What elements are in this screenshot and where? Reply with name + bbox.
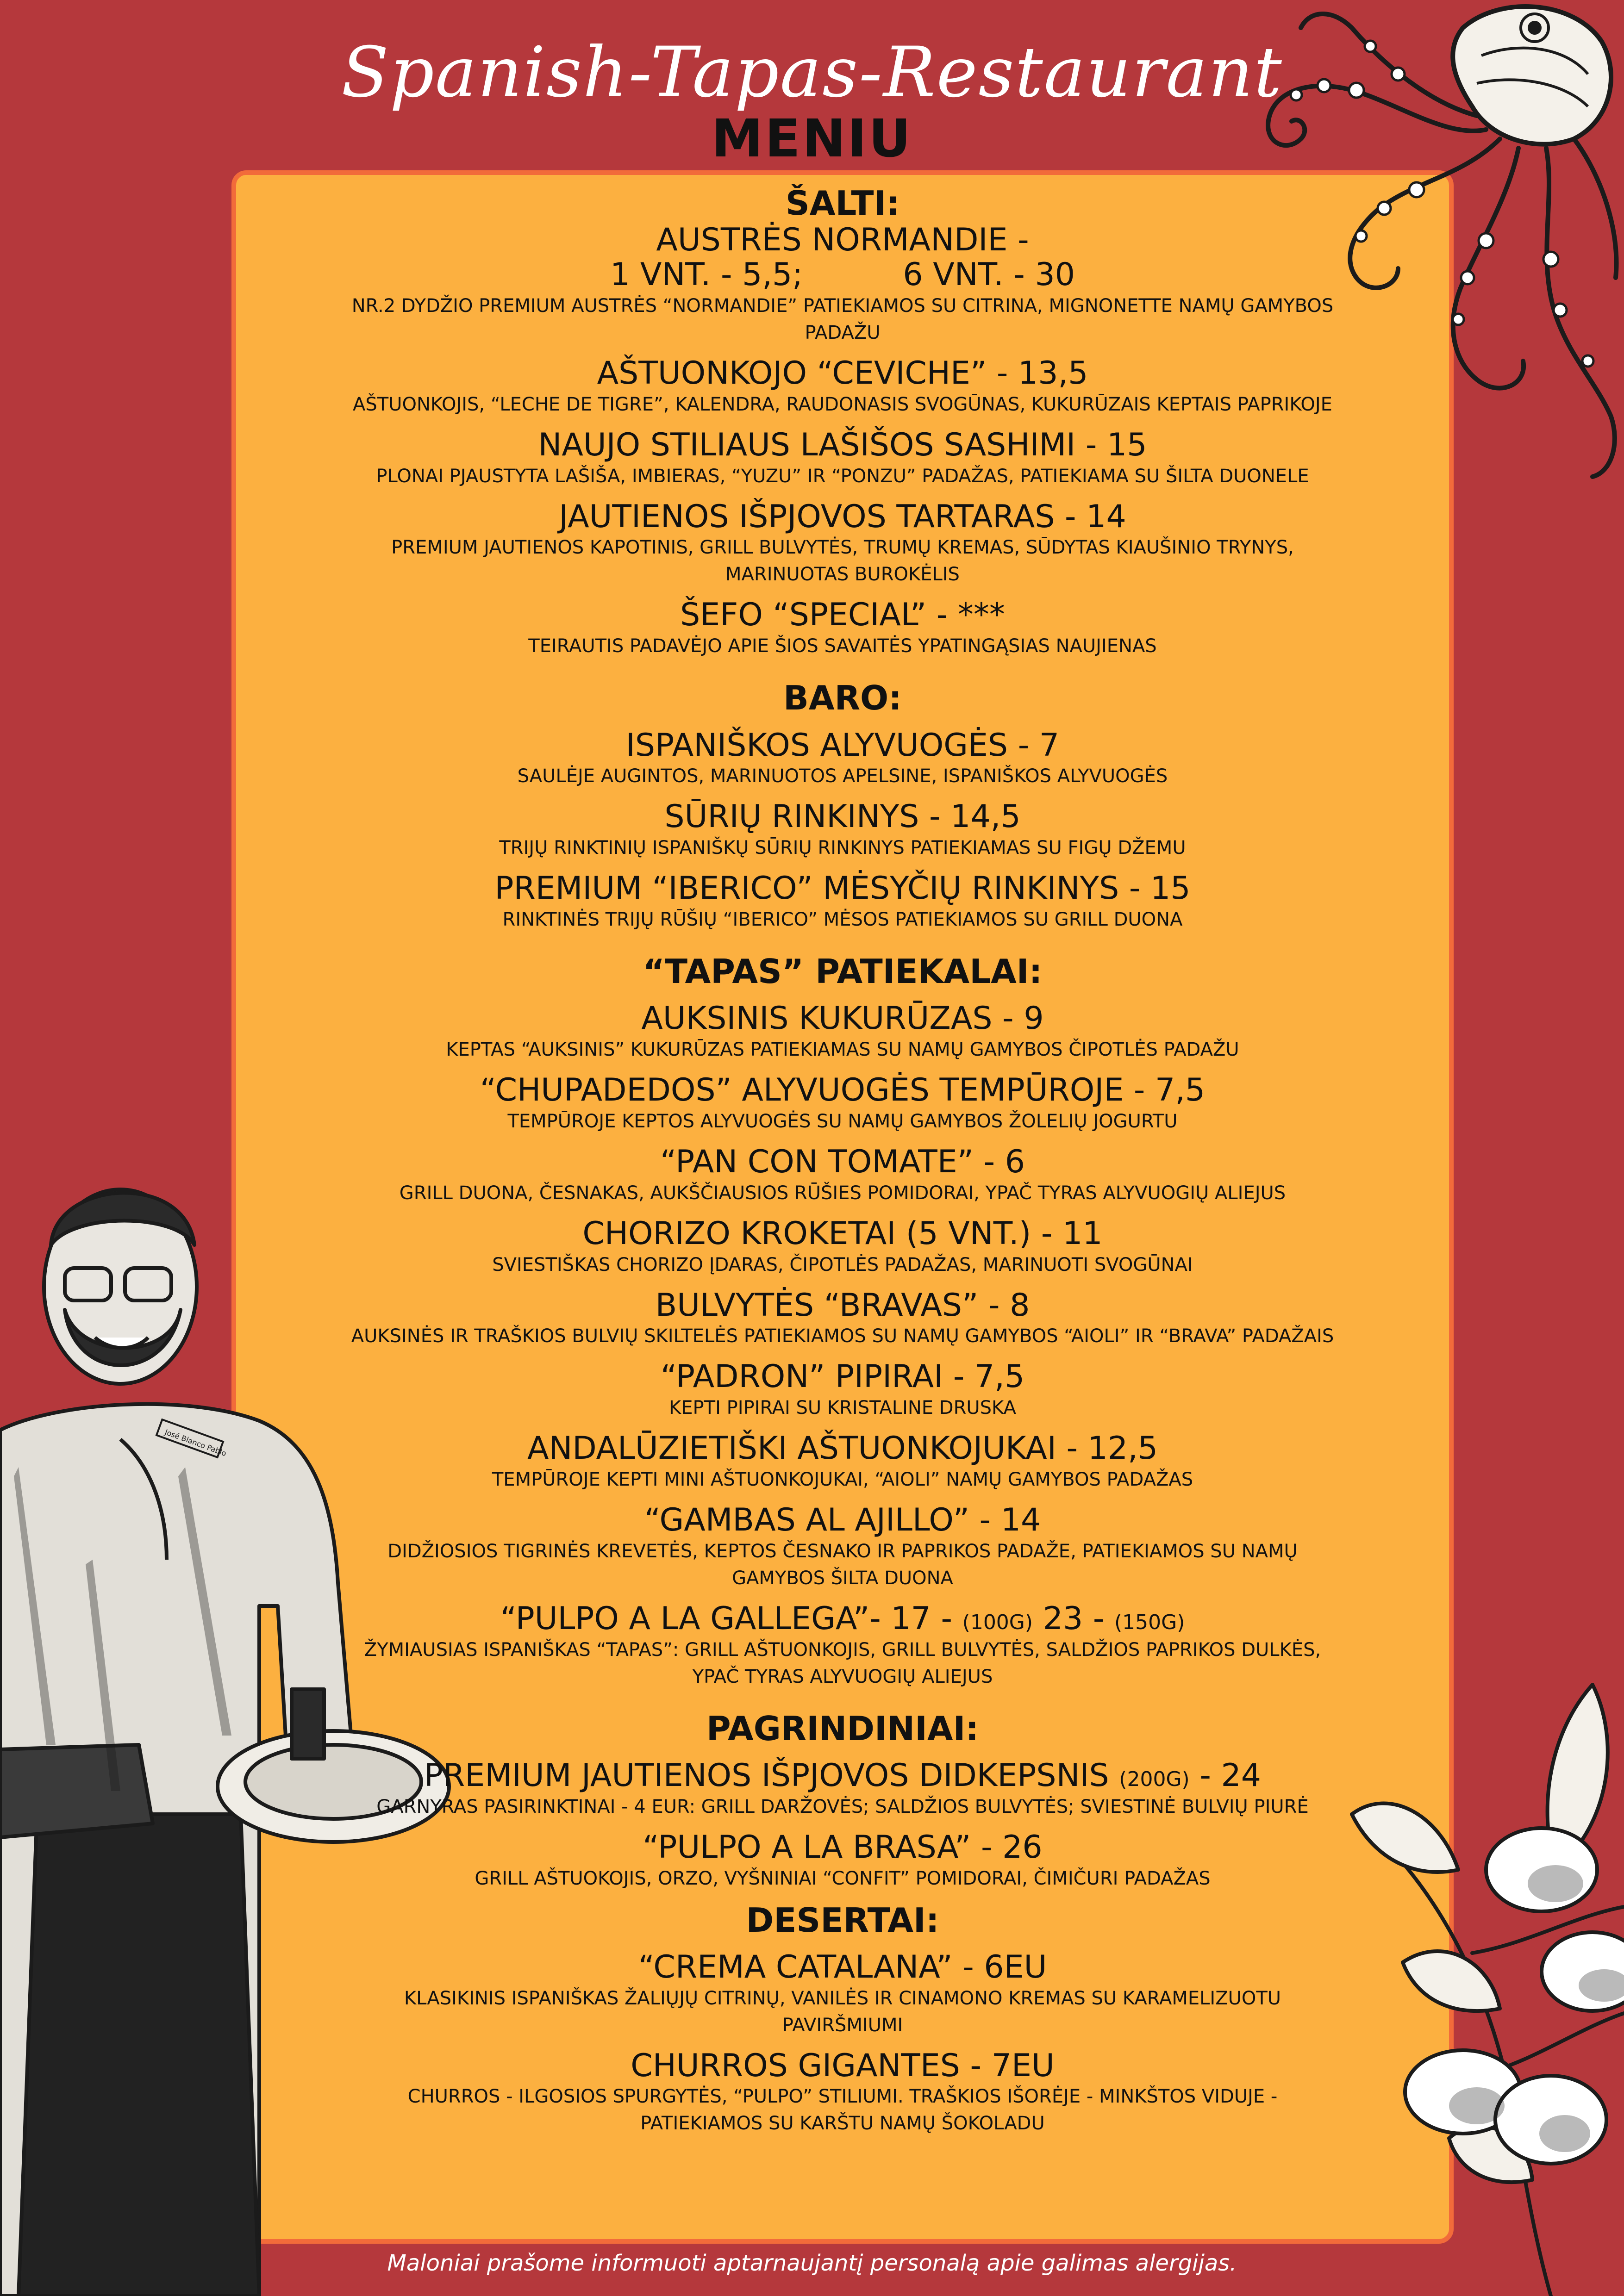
menu-item bbox=[259, 1360, 1426, 1421]
menu-item bbox=[259, 1217, 1426, 1278]
item-description: CHURROS - ILGOSIOS SPURGYTĖS, “PULPO” STILIUMI. TRAŠKIOS IŠORĖJE - MINKŠTOS VIDUJE - PATIEKIAMOS SU KARŠTU NAMŲ ŠOKOLADU bbox=[407, 2086, 1278, 2134]
item-description: AŠTUONKOJIS, “LECHE DE TIGRE”, KALENDRA, RAUDONASIS SVOGŪNAS, KUKURŪZAIS KEPTAIS PAPRIKOJE bbox=[353, 393, 1332, 415]
item-description: GARNYRAS PASIRINKTINAI - 4 EUR: GRILL DARŽOVĖS; SALDŽIOS BULVYTĖS; SVIESTINĖ BULVIŲ PIURĖ bbox=[376, 1796, 1309, 1817]
section-desertai bbox=[259, 1900, 1426, 2137]
item-name: ISPANIŠKOS ALYVUOGĖS - 7 bbox=[625, 727, 1060, 764]
item-name: CHURROS GIGANTES - 7EU bbox=[631, 2047, 1055, 2084]
item-name: AUSTRĖS NORMANDIE - bbox=[656, 222, 1029, 259]
section-title: ŠALTI: bbox=[785, 184, 900, 223]
item-unit: (200G) bbox=[1119, 1767, 1190, 1791]
page-title: MENIU bbox=[711, 109, 913, 169]
menu-item bbox=[259, 800, 1426, 861]
section-title: PAGRINDINIAI: bbox=[706, 1709, 979, 1748]
item-name: “PULPO A LA BRASA” - 26 bbox=[643, 1829, 1043, 1866]
item-name-part: - 24 bbox=[1189, 1757, 1262, 1794]
item-name: ANDALŪZIETIŠKI AŠTUONKOJUKAI - 12,5 bbox=[527, 1430, 1158, 1467]
item-description: NR.2 DYDŽIO PREMIUM AUSTRĖS “NORMANDIE” PATIEKIAMOS SU CITRINA, MIGNONETTE NAMŲ GAMYBOS PADAŽU bbox=[351, 295, 1334, 343]
restaurant-name: Spanish-Tapas-Restaurant bbox=[341, 32, 1283, 113]
section-title: “TAPAS” PATIEKALAI: bbox=[643, 952, 1043, 991]
menu-item bbox=[259, 728, 1426, 790]
menu-item bbox=[259, 1002, 1426, 1063]
menu-item bbox=[259, 500, 1426, 588]
menu-item bbox=[259, 2049, 1426, 2137]
menu-item bbox=[259, 223, 1426, 346]
item-name: NAUJO STILIAUS LAŠIŠOS SASHIMI - 15 bbox=[538, 426, 1147, 463]
item-name: ŠEFO “SPECIAL” - *** bbox=[680, 597, 1005, 634]
menu-item bbox=[259, 1431, 1426, 1493]
allergy-note: Maloniai prašome informuoti aptarnaujantį personalą apie galimas alergijas. bbox=[387, 2250, 1237, 2276]
menu-item bbox=[259, 1073, 1426, 1135]
item-name: “PADRON” PIPIRAI - 7,5 bbox=[660, 1358, 1025, 1395]
menu-item bbox=[259, 1602, 1426, 1690]
item-prices: 1 VNT. - 5,5; 6 VNT. - 30 bbox=[610, 256, 1075, 293]
section-tapas bbox=[259, 952, 1426, 1690]
section-pagrindiniai bbox=[259, 1709, 1426, 1892]
menu-item bbox=[259, 1950, 1426, 2039]
item-description: GRILL AŠTUOKOJIS, ORZO, VYŠNINIAI “CONFIT” POMIDORAI, ČIMIČURI PADAŽAS bbox=[475, 1867, 1211, 1889]
item-description: RINKTINĖS TRIJŲ RŪŠIŲ “IBERICO” MĖSOS PATIEKIAMOS SU GRILL DUONA bbox=[502, 908, 1183, 930]
item-name: “CHUPADEDOS” ALYVUOGĖS TEMPŪROJE - 7,5 bbox=[480, 1072, 1206, 1109]
item-description: TEMPŪROJE KEPTOS ALYVUOGĖS SU NAMŲ GAMYBOS ŽOLELIŲ JOGURTU bbox=[507, 1110, 1178, 1132]
item-name-part: 23 - bbox=[1033, 1600, 1114, 1637]
item-name: AUKSINIS KUKURŪZAS - 9 bbox=[641, 1000, 1044, 1037]
menu-item bbox=[259, 1759, 1426, 1820]
item-description: TEMPŪROJE KEPTI MINI AŠTUONKOJUKAI, “AIOLI” NAMŲ GAMYBOS PADAŽAS bbox=[492, 1468, 1193, 1490]
item-name: “GAMBAS AL AJILLO” - 14 bbox=[644, 1501, 1041, 1538]
item-name: AŠTUONKOJO “CEVICHE” - 13,5 bbox=[597, 355, 1088, 392]
item-description: KEPTAS “AUKSINIS” KUKURŪZAS PATIEKIAMAS SU NAMŲ GAMYBOS ČIPOTLĖS PADAŽU bbox=[446, 1039, 1239, 1061]
menu-item bbox=[259, 1503, 1426, 1592]
item-description: AUKSINĖS IR TRAŠKIOS BULVIŲ SKILTELĖS PATIEKIAMOS SU NAMŲ GAMYBOS “AIOLI” IR “BRAVA” PADAŽAIS bbox=[351, 1325, 1334, 1347]
section-salti bbox=[259, 183, 1426, 660]
item-name: “CREMA CATALANA” - 6EU bbox=[638, 1948, 1047, 1985]
item-name: CHORIZO KROKETAI (5 VNT.) - 11 bbox=[582, 1215, 1103, 1252]
chef-name-badge: José Blanco Pablo bbox=[163, 1427, 228, 1458]
item-name-part: PREMIUM JAUTIENOS IŠPJOVOS DIDKEPSNIS bbox=[424, 1757, 1119, 1794]
section-title: BARO: bbox=[783, 678, 902, 718]
item-description: GRILL DUONA, ČESNAKAS, AUKŠČIAUSIOS RŪŠIES POMIDORAI, YPAČ TYRAS ALYVUOGIŲ ALIEJUS bbox=[399, 1182, 1286, 1204]
item-description: TEIRAUTIS PADAVĖJO APIE ŠIOS SAVAITĖS YPATINGĄSIAS NAUJIENAS bbox=[528, 635, 1157, 657]
item-name: SŪRIŲ RINKINYS - 14,5 bbox=[664, 798, 1021, 835]
item-description: KEPTI PIPIRAI SU KRISTALINE DRUSKA bbox=[669, 1397, 1016, 1419]
item-description: PREMIUM JAUTIENOS KAPOTINIS, GRILL BULVYTĖS, TRUMŲ KREMAS, SŪDYTAS KIAUŠINIO TRYNYS, MARINUOTAS BUROKĖLIS bbox=[391, 537, 1294, 585]
item-name: BULVYTĖS “BRAVAS” - 8 bbox=[655, 1287, 1030, 1324]
item-description: SAULĖJE AUGINTOS, MARINUOTOS APELSINE, ISPANIŠKOS ALYVUOGĖS bbox=[517, 765, 1168, 787]
item-name: JAUTIENOS IŠPJOVOS TARTARAS - 14 bbox=[559, 498, 1126, 535]
menu-item bbox=[259, 1145, 1426, 1207]
item-name: “PAN CON TOMATE” - 6 bbox=[660, 1143, 1025, 1180]
item-name bbox=[259, 1759, 1426, 1793]
menu-item bbox=[259, 598, 1426, 660]
menu-item bbox=[259, 1830, 1426, 1892]
section-title: DESERTAI: bbox=[746, 1900, 939, 1940]
item-name: PREMIUM “IBERICO” MĖSYČIŲ RINKINYS - 15 bbox=[494, 870, 1191, 907]
menu-item bbox=[259, 428, 1426, 490]
menu-item bbox=[259, 356, 1426, 418]
menu-item bbox=[259, 1288, 1426, 1350]
item-description: ŽYMIAUSIAS ISPANIŠKAS “TAPAS”: GRILL AŠTUONKOJIS, GRILL BULVYTĖS, SALDŽIOS PAPRIKOS DULKĖS, YPAČ TYRAS ALYVUOGIŲ ALIEJUS bbox=[364, 1639, 1321, 1687]
item-description: KLASIKINIS ISPANIŠKAS ŽALIŲJŲ CITRINŲ, VANILĖS IR CINAMONO KREMAS SU KARAMELIZUOTU PAVIRŠMIUMI bbox=[404, 1987, 1281, 2036]
item-description: SVIESTIŠKAS CHORIZO ĮDARAS, ČIPOTLĖS PADAŽAS, MARINUOTI SVOGŪNAI bbox=[492, 1254, 1193, 1276]
item-name bbox=[259, 1602, 1426, 1636]
item-unit: (150G) bbox=[1114, 1610, 1185, 1634]
menu-content bbox=[259, 177, 1426, 2137]
item-unit: (100G) bbox=[962, 1610, 1033, 1634]
item-description: TRIJŲ RINKTINIŲ ISPANIŠKŲ SŪRIŲ RINKINYS PATIEKIAMAS SU FIGŲ DŽEMU bbox=[499, 837, 1186, 859]
menu-item bbox=[259, 871, 1426, 933]
section-baro bbox=[259, 678, 1426, 933]
item-description: PLONAI PJAUSTYTA LAŠIŠA, IMBIERAS, “YUZU” IR “PONZU” PADAŽAS, PATIEKIAMA SU ŠILTA DUONELE bbox=[376, 465, 1309, 487]
item-description: DIDŽIOSIOS TIGRINĖS KREVETĖS, KEPTOS ČESNAKO IR PAPRIKOS PADAŽE, PATIEKIAMOS SU NAMŲ GAMYBOS ŠILTA DUONA bbox=[387, 1540, 1298, 1589]
item-name-part: “PULPO A LA GALLEGA”- 17 - bbox=[500, 1600, 962, 1637]
